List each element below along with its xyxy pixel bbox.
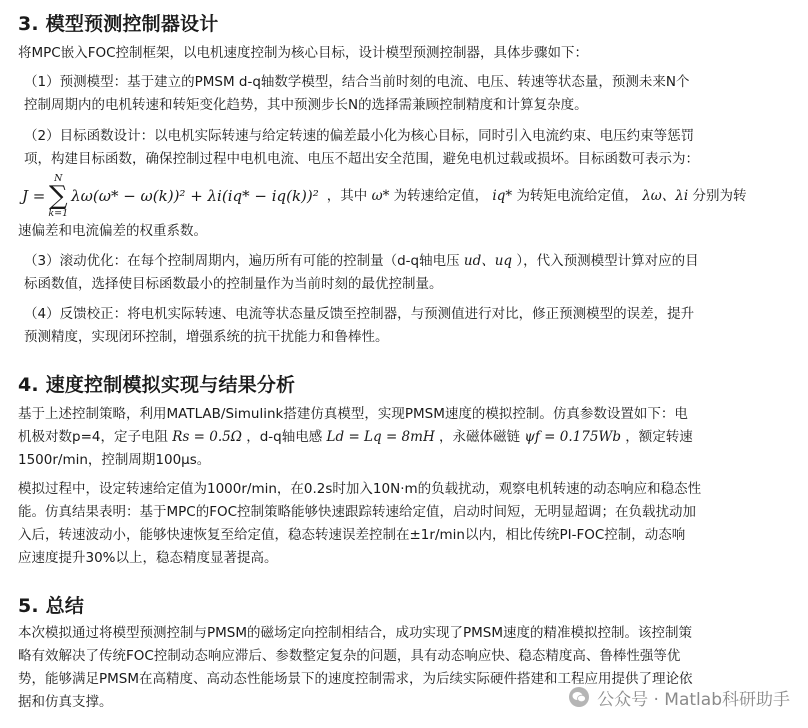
objective-formula-line <box>22 170 790 222</box>
formula-text-3: 为转矩电流给定值， <box>516 187 638 204</box>
watermark-text: 公众号 · Matlab科研助手 <box>597 689 790 710</box>
step-3-paragraph <box>18 250 699 296</box>
s5-line-3: 势，能够满足PMSM在高精度、高动态性能场景下的速度控制需求，为后续实际硬件搭建和工程应用提供了理论依 <box>18 671 693 687</box>
formula-description <box>327 185 747 208</box>
step-3-text-b: ），代入预测模型计算对应的目 <box>516 253 699 269</box>
step-4-line-2: 预测精度，实现闭环控制，增强系统的抗干扰能力和鲁棒性。 <box>24 329 389 345</box>
s4-p1-text-b: ，d-q轴电感 <box>246 429 323 445</box>
sum-lower-limit: k=1 <box>48 208 69 219</box>
watermark <box>569 683 790 711</box>
step-1-paragraph <box>18 71 690 117</box>
formula-omega-star: ω* <box>371 187 390 204</box>
step-3-text-a: （3）滚动优化：在每个控制周期内，遍历所有可能的控制量（d-q轴电压 <box>24 253 460 269</box>
formula-lambdas: λω、λi <box>642 187 689 204</box>
sum-upper-limit: N <box>54 172 63 184</box>
formula-lhs: J = <box>22 187 46 205</box>
section-3-intro: 将MPC嵌入FOC控制框架，以电机速度控制为核心目标，设计模型预测控制器，具体步骤如下： <box>18 45 589 61</box>
pm-flux-linkage: ψf = 0.175Wb <box>524 429 621 445</box>
s4-p1-line-1: 基于上述控制策略，利用MATLAB/Simulink搭建仿真模型，实现PMSM速度的模拟控制。仿真参数设置如下：电 <box>18 406 688 422</box>
section-4-paragraph-1 <box>18 403 693 472</box>
s5-line-4: 据和仿真支撑。 <box>18 694 113 710</box>
s4-p2-line-3: 入后，转速波动小，能够快速恢复至给定值，稳态转速误差控制在±1r/min以内，相比传统PI-FOC控制，动态响 <box>18 527 686 543</box>
s4-p1-line-2 <box>18 426 693 449</box>
s4-p1-text-d: ，额定转速 <box>625 429 693 445</box>
section-4-paragraph-2 <box>18 478 701 570</box>
s4-p1-text-a: 机极对数p=4，定子电阻 <box>18 429 168 445</box>
step-3-line-2: 标函数值，选择使目标函数最小的控制量作为当前时刻的最优控制量。 <box>24 276 443 292</box>
stator-resistance: Rs = 0.5Ω <box>172 429 242 445</box>
step-2-line-1: （2）目标函数设计：以电机实际转速与给定转速的偏差最小化为核心目标，同时引入电流约束、电压约束等惩罚 <box>24 128 695 144</box>
step-2-line-2: 项，构建目标函数，确保控制过程中电机电流、电压不超出安全范围，避免电机过载或损坏。目标函数可表示为： <box>24 151 699 167</box>
step-4-paragraph <box>18 303 694 349</box>
sigma-icon: ∑ <box>48 181 68 211</box>
s4-p1-line-3: 1500r/min，控制周期100μs。 <box>18 452 211 468</box>
dq-inductance: Ld = Lq = 8mH <box>326 429 435 445</box>
step-2-paragraph <box>18 125 790 171</box>
formula-body: λω(ω* − ω(k))² + λi(iq* − iq(k))² <box>71 187 319 205</box>
objective-formula <box>22 174 319 219</box>
s4-p1-text-c: ，永磁体磁链 <box>439 429 521 445</box>
s5-line-1: 本次模拟通过将模型预测控制与PMSM的磁场定向控制相结合，成功实现了PMSM速度的精准模拟控制。该控制策 <box>18 625 693 641</box>
step-2-line-4: 速偏差和电流偏差的权重系数。 <box>18 223 207 239</box>
s4-p2-line-1: 模拟过程中，设定转速给定值为1000r/min，在0.2s时加入10N·m的负载扰动，观察电机转速的动态响应和稳态性 <box>18 481 702 497</box>
s4-p2-line-2: 能。仿真结果表明：基于MPC的FOC控制策略能够快速跟踪转速给定值，启动时间短，无明显超调；在负载扰动加 <box>18 504 697 520</box>
wechat-icon <box>569 687 589 707</box>
section-5-heading: 5. 总结 <box>18 595 85 617</box>
step-1-line-2: 控制周期内的电机转速和转矩变化趋势，其中预测步长N的选择需兼顾控制精度和计算复杂度。 <box>24 97 588 113</box>
step-4-line-1: （4）反馈校正：将电机实际转速、电流等状态量反馈至控制器，与预测值进行对比，修正预测模型的误差，提升 <box>24 306 695 322</box>
formula-iq-star: iq* <box>492 187 513 204</box>
step-3-line-1 <box>24 250 699 273</box>
formula-text-1: ，其中 <box>326 187 368 204</box>
formula-text-2: 为转速给定值， <box>393 187 489 204</box>
summation-symbol <box>48 174 68 219</box>
s5-line-2: 略有效解决了传统FOC控制动态响应滞后、参数整定复杂的问题，具有动态响应快、稳态精度高、鲁棒性强等优 <box>18 648 681 664</box>
step-1-line-1: （1）预测模型：基于建立的PMSM d-q轴数学模型，结合当前时刻的电流、电压、转速等状态量，预测未来N个 <box>24 74 690 90</box>
formula-text-4: 分别为转 <box>692 187 747 204</box>
section-4-heading: 4. 速度控制模拟实现与结果分析 <box>18 374 296 396</box>
s4-p2-line-4: 应速度提升30%以上，稳态精度显著提高。 <box>18 550 278 566</box>
section-3-heading: 3. 模型预测控制器设计 <box>18 13 219 35</box>
step-3-voltage-vars: ud、uq <box>463 253 513 269</box>
